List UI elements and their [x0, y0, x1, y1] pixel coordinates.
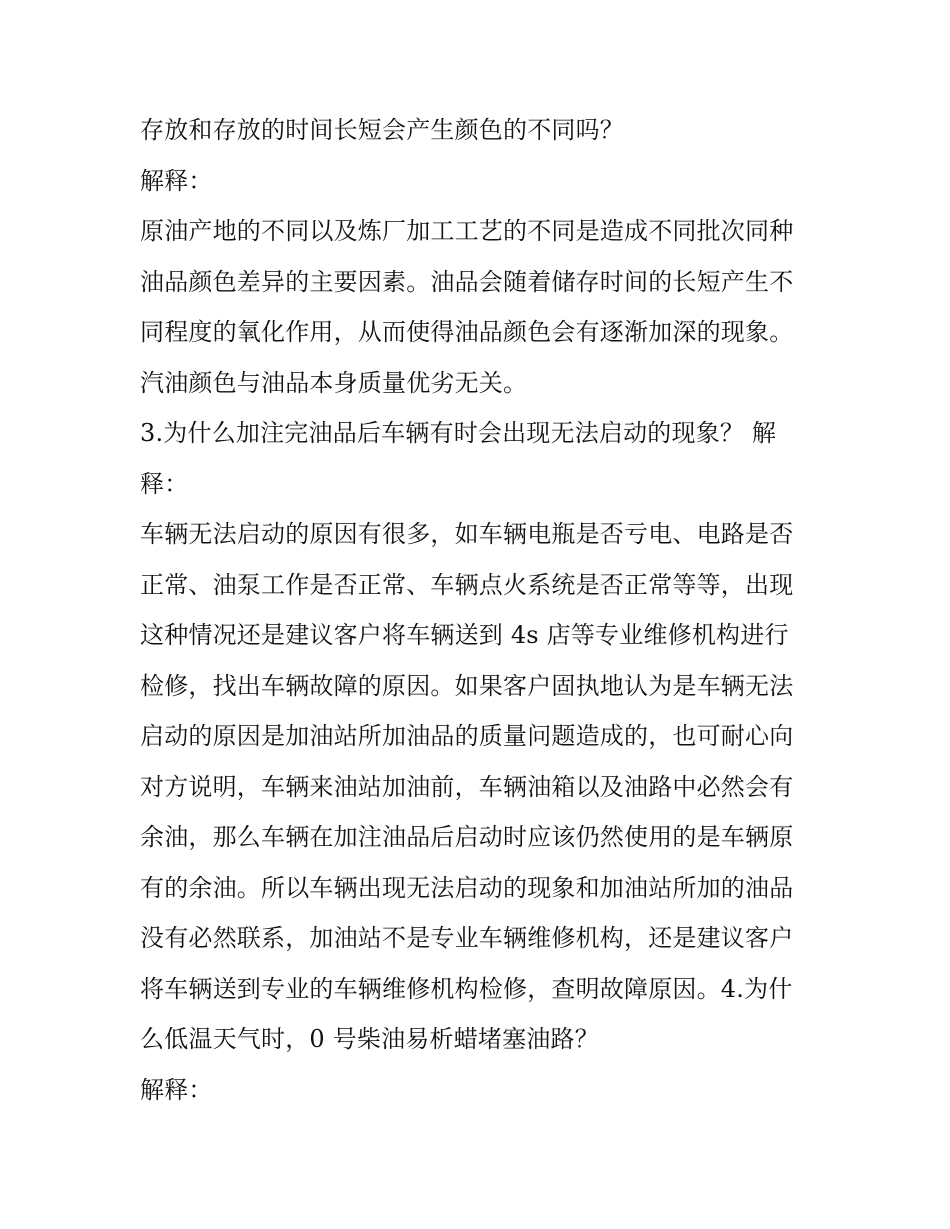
- text-line: 原油产地的不同以及炼厂加工工艺的不同是造成不同批次同种: [140, 217, 794, 245]
- text-line: 余油，那么车辆在加注油品后启动时应该仍然使用的是车辆原: [140, 823, 794, 851]
- text-line: 检修，找出车辆故障的原因。如果客户固执地认为是车辆无法: [140, 672, 794, 700]
- text-line: 对方说明，车辆来油站加油前，车辆油箱以及油路中必然会有: [140, 773, 794, 801]
- text-line: 正常、油泵工作是否正常、车辆点火系统是否正常等等，出现: [140, 571, 794, 599]
- text-line: 解释：: [140, 1076, 213, 1104]
- text-line: 这种情况还是建议客户将车辆送到 4s 店等专业维修机构进行: [140, 621, 789, 649]
- text-line: 没有必然联系，加油站不是专业车辆维修机构，还是建议客户: [140, 924, 794, 952]
- text-line: 同程度的氧化作用，从而使得油品颜色会有逐渐加深的现象。: [140, 318, 794, 346]
- text-line: 解释：: [140, 167, 213, 195]
- text-line: 将车辆送到专业的车辆维修机构检修，查明故障原因。4.为什: [140, 975, 793, 1003]
- text-line: 3.为什么加注完油品后车辆有时会出现无法启动的现象？ 解: [140, 419, 777, 447]
- text-line: 汽油颜色与油品本身质量优劣无关。: [140, 369, 528, 397]
- text-line: 油品颜色差异的主要因素。油品会随着储存时间的长短产生不: [140, 268, 794, 296]
- text-line: 存放和存放的时间长短会产生颜色的不同吗？: [140, 116, 624, 144]
- text-line: 启动的原因是加油站所加油品的质量问题造成的，也可耐心向: [140, 722, 794, 750]
- text-line: 车辆无法启动的原因有很多，如车辆电瓶是否亏电、电路是否: [140, 520, 794, 548]
- text-line: 么低温天气时，0 号柴油易析蜡堵塞油路？: [140, 1025, 599, 1053]
- text-line: 有的余油。所以车辆出现无法启动的现象和加油站所加的油品: [140, 874, 794, 902]
- text-line: 释：: [140, 470, 189, 498]
